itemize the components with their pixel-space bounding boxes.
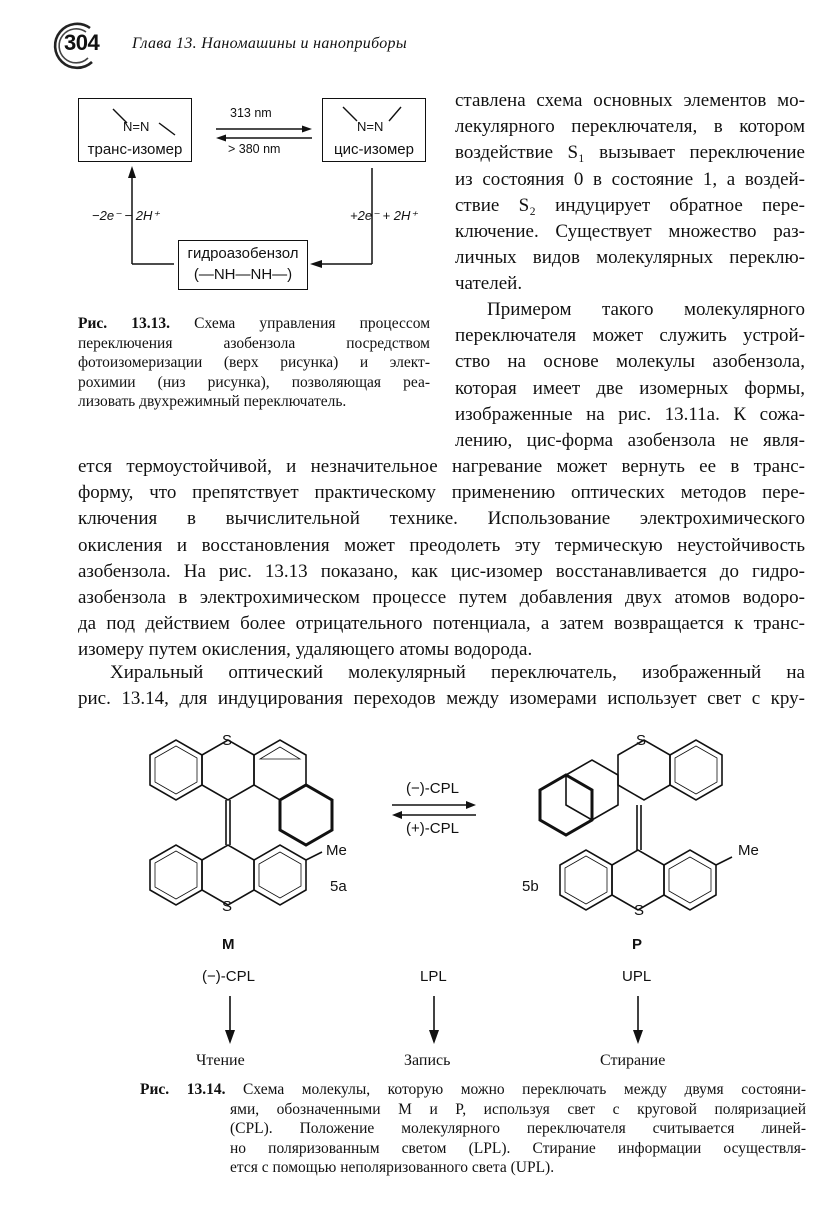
hydroazobenzene-label: гидроазобензол xyxy=(187,245,299,262)
state-p-label: P xyxy=(632,936,643,953)
text-line: ставлена схема основных элементов мо- xyxy=(455,90,805,111)
caption-13-13-number: Рис. 13.13. xyxy=(78,315,171,332)
light-minus-cpl-label: (−)-CPL xyxy=(202,968,255,985)
text-line: лению, цис-форма азобензола не явля- xyxy=(455,430,805,452)
caption-13-14-line: но поляризованным светом (LPL). Стирание информации осуществля- xyxy=(230,1139,806,1157)
sulfur-atom-label: S xyxy=(222,898,233,915)
state-m-label: M xyxy=(222,936,235,953)
figure-13-14-molecules xyxy=(0,720,840,960)
caption-13-13-line: фотоизомеризации (верх рисунка) и элект- xyxy=(78,354,430,371)
full-width-paragraph-2 xyxy=(78,660,805,712)
down-arrows xyxy=(0,990,840,1050)
hydroazobenzene-formula: (—NH—NH—) xyxy=(193,266,293,283)
caption-13-14-line: (CPL). Положение молекулярного переключателя считывается линей- xyxy=(230,1120,806,1137)
text-line: изомеру путем окисления, удаляющего атомы водорода. xyxy=(78,639,533,661)
text-line: ключение. Существует множество раз- xyxy=(455,221,805,243)
operation-erase-label: Стирание xyxy=(600,1052,666,1069)
text-line: воздействие S₁ вызывает переключение xyxy=(455,142,805,164)
operation-write-label: Запись xyxy=(404,1052,451,1069)
figure-13-14-caption xyxy=(140,1080,806,1178)
arrow-380-label: > 380 nm xyxy=(228,142,281,156)
text-line: форму, что препятствует практическому применению оптических методов пере- xyxy=(78,482,805,504)
sulfur-atom-label: S xyxy=(636,732,647,749)
cis-isomer-label: цис-изомер xyxy=(334,141,414,158)
text-line: личных видов молекулярных переклю- xyxy=(455,247,805,269)
compound-5a-label: 5a xyxy=(330,878,347,895)
arrow-minus-cpl-label: (−)-CPL xyxy=(406,780,459,797)
arrow-plus-cpl-label: (+)-CPL xyxy=(406,820,459,837)
trans-isomer-label: транс-изомер xyxy=(87,141,183,158)
figure-13-13 xyxy=(70,88,440,298)
running-head: Глава 13. Наномашины и наноприборы xyxy=(132,35,407,52)
compound-5b-label: 5b xyxy=(522,878,539,895)
caption-13-13-line: Схема управления процессом xyxy=(194,315,431,332)
oxidation-label: −2e⁻ − 2H⁺ xyxy=(92,208,160,223)
methyl-label: Me xyxy=(738,842,759,859)
text-line: ключения в вычислительной технике. Использование электрохимического xyxy=(78,508,805,530)
text-line: переключателя может служить устрой- xyxy=(455,325,805,347)
light-lpl-label: LPL xyxy=(420,968,447,985)
text-line: ствие S₂ индуцирует обратное пере- xyxy=(455,194,805,216)
text-line: из состояния 0 в состояние 1, а воздей- xyxy=(455,168,805,190)
text-line: которая имеет две изомерных формы, xyxy=(455,377,805,399)
sulfur-atom-label: S xyxy=(634,902,645,919)
light-upl-label: UPL xyxy=(622,968,652,985)
text-line: Хиральный оптический молекулярный переключатель, изображенный на xyxy=(110,662,805,683)
caption-13-13-line: рохимии (низ рисунка), позволяющая реа- xyxy=(78,373,430,391)
hydroazobenzene-box xyxy=(178,240,308,290)
full-width-paragraph-1 xyxy=(78,454,805,664)
caption-13-14-line: ями, обозначенными M и P, используя свет с круговой поляризацией xyxy=(230,1100,806,1118)
right-column-paragraph-1 xyxy=(455,88,805,298)
text-line: чателей. xyxy=(455,273,523,295)
text-line: Примером такого молекулярного xyxy=(487,299,805,320)
text-line: да под действием более отрицательного потенциала, а затем возвращается к транс- xyxy=(78,613,805,635)
cis-nn-label: N=N xyxy=(357,119,384,134)
text-line: ется термоустойчивой, и незначительное нагревание может вернуть ее в транс- xyxy=(78,456,805,477)
figure-13-13-caption xyxy=(78,314,430,412)
caption-13-14-number: Рис. 13.14. xyxy=(140,1081,226,1098)
text-line: азобензола в электрохимическом процессе путем добавления двух атомов водоро- xyxy=(78,587,805,609)
sulfur-atom-label: S xyxy=(222,732,233,749)
caption-13-13-line: лизовать двухрежимный переключатель. xyxy=(78,393,347,410)
trans-nn-label: N=N xyxy=(123,119,150,134)
caption-13-14-line: Схема молекулы, которую можно переключать между двумя состояни- xyxy=(243,1081,807,1098)
methyl-label: Me xyxy=(326,842,347,859)
text-line: азобензола. На рис. 13.13 показано, как цис-изомер восстанавливается до гидро- xyxy=(78,560,805,582)
page-number: 304 xyxy=(64,30,100,55)
arrow-313-label: 313 nm xyxy=(230,106,272,120)
text-line: окисления и восстановления может преодолеть эту термическую неустойчивость xyxy=(78,534,805,556)
caption-13-14-line: ется с помощью неполяризованного света (UPL). xyxy=(230,1159,555,1176)
reduction-label: +2e⁻ + 2H⁺ xyxy=(350,208,418,223)
operation-read-label: Чтение xyxy=(196,1052,245,1069)
text-line: лекулярного переключателя, в котором xyxy=(455,116,805,138)
text-line: рис. 13.14, для индуцирования переходов между изомерами использует свет с кру- xyxy=(78,688,805,710)
right-column-paragraph-2 xyxy=(455,297,805,454)
caption-13-13-line: переключения азобензола посредством xyxy=(78,334,430,352)
text-line: ство на основе молекулы азобензола, xyxy=(455,351,805,373)
text-line: изображенные на рис. 13.11а. К сожа- xyxy=(455,403,805,425)
